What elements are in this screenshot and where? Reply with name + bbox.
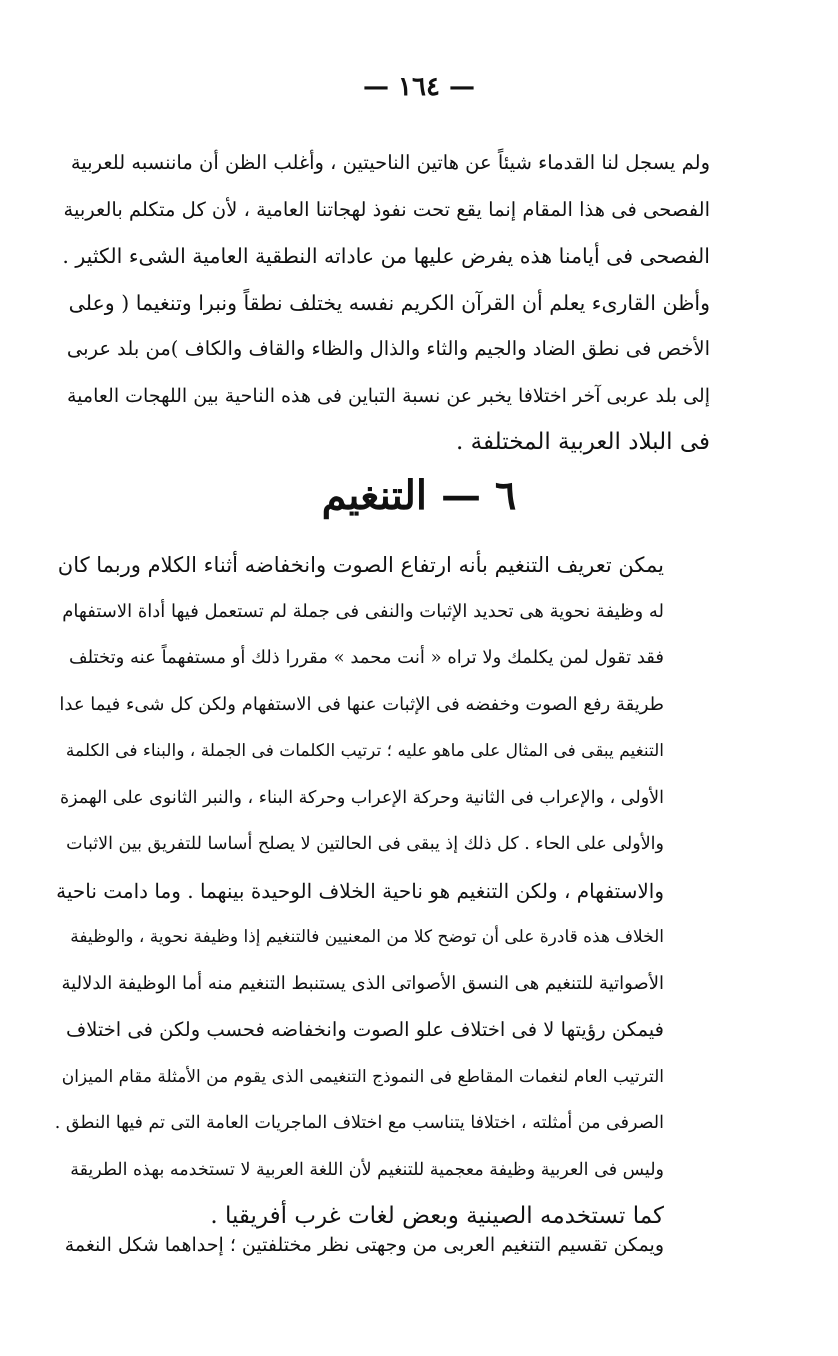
text-line: الخلاف هذه قادرة على أن توضح كلا من المعنيين فالتنغيم إذا وظيفة نحوية ، والوظيفة <box>70 927 664 947</box>
text-line: فيمكن رؤيتها لا فى اختلاف علو الصوت وانخفاضه فحسب ولكن فى اختلاف <box>66 1018 664 1041</box>
paragraph-intonation-definition <box>55 542 710 1240</box>
text-line: الصرفى من أمثلته ، اختلافا يتناسب مع اختلاف الماجريات العامة التى تم فيها النطق . <box>54 1113 664 1133</box>
text-line: ولم يسجل لنا القدماء شيئاً عن هاتين الناحيتين ، وأغلب الظن أن ماننسبه للعربية <box>70 151 710 174</box>
text-line: فى البلاد العربية المختلفة . <box>456 429 710 455</box>
text-line: الأخص فى نطق الضاد والجيم والثاء والذال والظاء والقاف والكاف )من بلد عربى <box>66 337 710 360</box>
text-line: الترتيب العام لنغمات المقاطع فى النموذج التنغيمى الذى يقوم من الأمثلة مقام الميزان <box>61 1066 664 1087</box>
section-heading: ٦ — التنغيم <box>321 472 517 519</box>
text-line: ويمكن تقسيم التنغيم العربى من وجهتى نظر مختلفتين ؛ إحداهما شكل النغمة <box>64 1234 664 1256</box>
text-line: كما تستخدمه الصينية وبعض لغات غرب أفريقيا . <box>210 1203 664 1229</box>
text-line: وأظن القارىء يعلم أن القرآن الكريم نفسه يختلف نطقاً ونبرا وتنغيما ( وعلى <box>68 290 710 315</box>
text-line: التنغيم يبقى فى المثال على ماهو عليه ؛ ترتيب الكلمات فى الجملة ، والبناء فى الكلمة <box>65 741 664 761</box>
paragraph-intonation-division <box>55 1222 710 1269</box>
text-line: يمكن تعريف التنغيم بأنه ارتفاع الصوت وانخفاضه أثناء الكلام وربما كان <box>57 553 664 577</box>
text-line: والأولى على الحاء . كل ذلك إذ يبقى فى الحالتين لا يصلح أساسا للتفريق بين الاثبات <box>66 834 664 854</box>
text-line: الأولى ، والإعراب فى الثانية وحركة الإعراب وحركة البناء ، والنبر الثانوى على الهمزة <box>59 787 664 808</box>
text-line: والاستفهام ، ولكن التنغيم هو ناحية الخلاف الوحيدة بينهما . وما دامت ناحية <box>56 878 664 903</box>
page-number: — ١٦٤ — <box>362 72 476 102</box>
text-line: فقد تقول لمن يكلمك ولا تراه « أنت محمد » مقررا ذلك أو مستفهماً عنه وتختلف <box>68 647 664 668</box>
text-line: الفصحى فى هذا المقام إنما يقع تحت نفوذ لهجاتنا العامية ، لأن كل متكلم بالعربية <box>63 197 710 221</box>
paragraph-dialect-pronunciation <box>55 140 710 466</box>
text-line: وليس فى العربية وظيفة معجمية للتنغيم لأن اللغة العربية لا تستخدمه بهذه الطريقة <box>70 1159 664 1180</box>
text-line: الأصواتية للتنغيم هى النسق الأصواتى الذى يستنبط التنغيم منه أما الوظيفة الدلالية <box>61 972 664 994</box>
text-line: له وظيفة نحوية هى تحديد الإثبات والنفى فى جملة لم تستعمل فيها أداة الاستفهام <box>62 600 664 622</box>
text-line: إلى بلد عربى آخر اختلافا يخبر عن نسبة التباين فى هذه الناحية بين اللهجات العامية <box>66 384 710 407</box>
text-line: الفصحى فى أيامنا هذه يفرض عليها من عاداته النطقية العامية الشىء الكثير . <box>62 244 710 268</box>
text-line: طريقة رفع الصوت وخفضه فى الإثبات عنها فى الاستفهام ولكن كل شىء فيما عدا <box>59 693 664 715</box>
